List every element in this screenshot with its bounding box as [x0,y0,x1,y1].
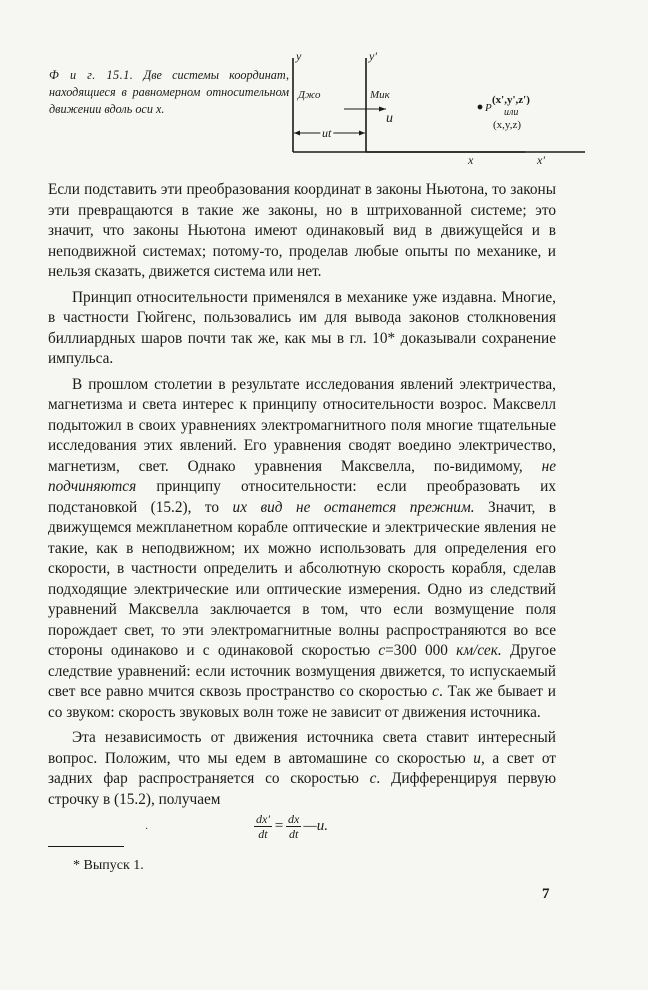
velocity-arrowhead [379,107,386,112]
text-span: . Так же бывает и со звуком: скорость звуковых волн тоже не зависит от движения источника. [48,683,556,721]
paragraph-4 [48,728,556,810]
variable-c: c [378,642,386,659]
equals-sign: = [273,818,285,834]
minus-sign: — [303,818,317,834]
text-span: . Дифференцируя первую строчку в (15.2), получаем [48,770,556,808]
variable-u: u [473,749,481,767]
text-span: Принцип относительности применялся в механике уже издавна. Многие, в частности Гюйгенс, пользовались им для вывода законов столкновения биллиардных шаров почти так же, как мы в гл. 10* доказывали сохранение импульса. [48,288,556,367]
x-prime-axis-label: x' [537,153,545,167]
lhs-fraction [254,812,272,841]
lhs-denominator: dt [258,827,268,841]
ut-label: ut [322,126,332,140]
rhs-fraction [286,812,301,841]
lhs-numerator: dx' [256,812,270,826]
rhs-denominator: dt [289,827,299,841]
paragraph-1 [48,180,556,283]
emphasis-span: их вид не останется прежним. [232,498,475,516]
coordinate-diagram [280,40,600,170]
coordinate-systems-figure [280,40,600,170]
text-span: В прошлом столетии в результате исследования явлений электричества, магнетизма и света интерес к принципу относительности возрос. Максвелл подытожил в своих уравнениях электромагнитного поля многие тщательные исследования этих явлений. Его уравнения сводят воедино электричество, магнетизм, свет. Однако уравнения Максвелла, по-видимому, [48,375,556,475]
text-span: Значит, в движущемся межпланетном корабле оптические и электрические явления не такие, как в неподвижном; их можно использовать для определения его скорости, в частности определить и абсолютную скорость корабля, сделав подходящие электрические или оптические измерения. Одно из следствий уравнений Максвелла заключается в том, что если возмущение поля порождает свет, то эти электромагнитные волны распространяются во все стороны одинаково и с одинаковой скоростью [48,498,557,659]
u-label: u [386,111,393,126]
formula-term: u. [316,818,328,834]
paragraph-2 [48,288,556,370]
coords-label: (x,y,z) [493,119,521,131]
text-span: Эта независимость от движения источника света ставит интересный вопрос. Положим, что мы едем в автомашине со скоростью [48,729,556,767]
mick-label: Мик [370,89,390,101]
y-axis-label: y [296,49,302,63]
figure-caption-text: Две системы координат, находящиеся в равномерном относительном движении вдоль оси x. [49,68,289,116]
text-span: Другое следствие уравнений: если источник возмущения движется, то испускаемый свет все равно мчится сквозь пространство со скоростью [48,642,556,700]
point-p-dot [478,105,483,110]
variable-c: c [432,683,439,700]
joe-label: Джо [298,89,321,101]
ut-arrow-left [294,131,300,136]
text-span: принципу относительности: если преобразовать их подстановкой (15.2), то [48,478,556,516]
emphasis-span: не подчиняются [48,457,556,495]
stray-dot: · [145,824,149,835]
body-text [48,180,556,810]
paragraph-3 [48,375,556,724]
rhs-numerator: dx [288,812,300,826]
x-axis-label: x [468,153,474,167]
footnote: * Выпуск 1. [73,858,144,873]
or-label: или [504,107,519,118]
figure-caption-label: Ф и г. 15.1. [49,68,134,82]
y-prime-axis-label: y' [369,49,377,63]
figure-caption [49,67,289,118]
footnote-rule [48,846,124,847]
variable-c: c [369,770,377,787]
unit-span: км/сек. [456,642,502,659]
derivative-formula [252,812,328,841]
point-p-label: P [485,102,492,114]
coords-primed-label: (x',y',z') [492,94,530,106]
text-span: =300 000 [385,642,457,659]
ut-arrow-right [359,131,365,136]
text-span: Если подставить эти преобразования координат в законы Ньютона, то законы эти превращаются в такие же законы, но в штрихованной системе; это значит, что законы Ньютона имеют одинаковый вид в движущейся и в неподвижной системах; потому-то, проделав любые опыты по механике, и нельзя сказать, движется система или нет. [48,181,556,280]
text-span: , а свет от задних фар распространяется со скоростью [48,749,556,787]
page-number: 7 [542,886,550,902]
